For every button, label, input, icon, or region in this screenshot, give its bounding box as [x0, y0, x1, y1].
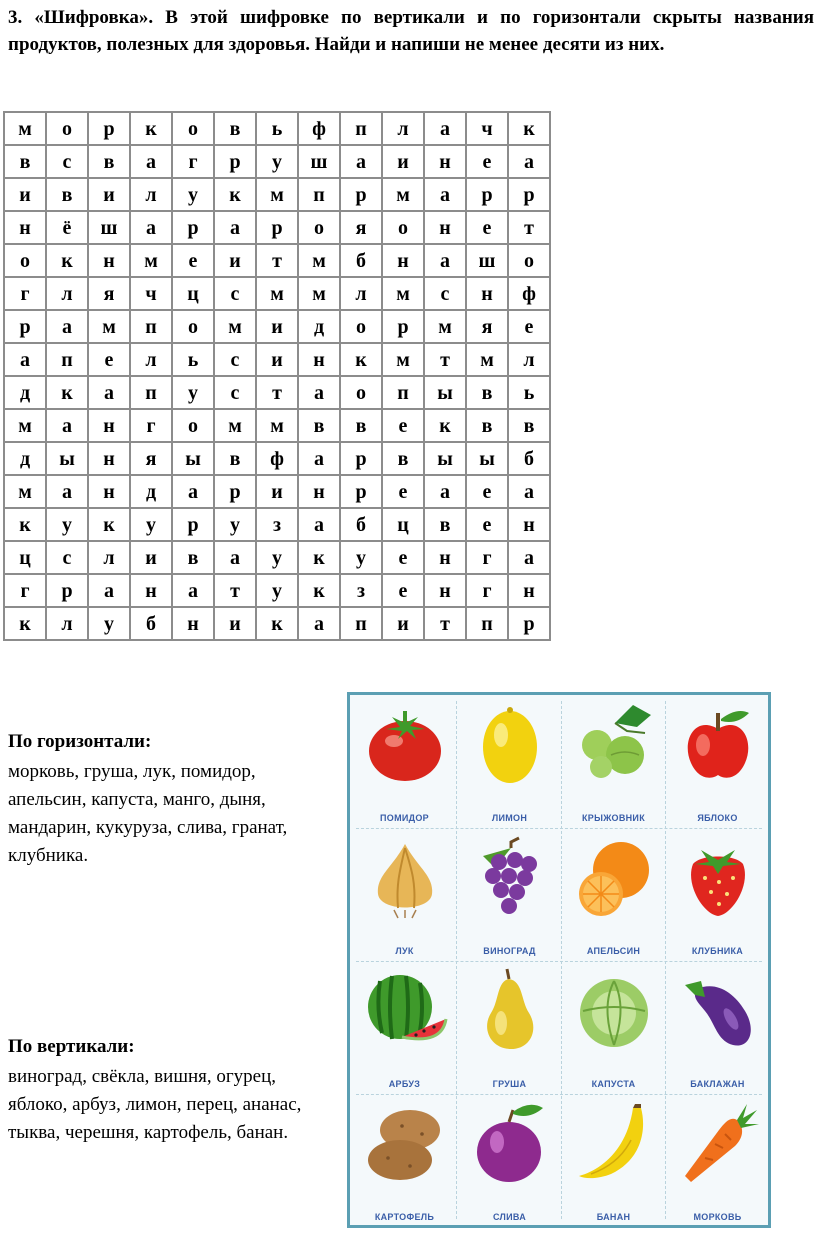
- banana-icon: [571, 1100, 657, 1186]
- grid-cell: о: [508, 244, 550, 277]
- grid-cell: ф: [298, 112, 340, 145]
- card-label: КРЫЖОВНИК: [582, 813, 645, 823]
- grid-cell: б: [508, 442, 550, 475]
- grid-cell: т: [256, 244, 298, 277]
- grid-cell: д: [298, 310, 340, 343]
- grid-cell: м: [214, 310, 256, 343]
- grid-cell: е: [508, 310, 550, 343]
- grid-cell: у: [340, 541, 382, 574]
- grid-cell: в: [88, 145, 130, 178]
- grid-row: [4, 607, 550, 640]
- grid-cell: и: [256, 343, 298, 376]
- pear-icon: [467, 967, 553, 1053]
- card-tomato: [355, 697, 454, 828]
- grid-cell: и: [256, 310, 298, 343]
- grid-cell: ь: [256, 112, 298, 145]
- grid-cell: з: [256, 508, 298, 541]
- grid-cell: л: [130, 343, 172, 376]
- grid-cell: в: [466, 376, 508, 409]
- grid-cell: п: [130, 376, 172, 409]
- grid-cell: д: [4, 376, 46, 409]
- grid-cell: ц: [382, 508, 424, 541]
- card-gooseberry: [564, 697, 663, 828]
- grid-cell: ь: [172, 343, 214, 376]
- grid-row: [4, 574, 550, 607]
- grid-cell: м: [88, 310, 130, 343]
- grid-cell: к: [256, 607, 298, 640]
- grid-cell: и: [382, 607, 424, 640]
- grid-cell: п: [130, 310, 172, 343]
- grid-cell: у: [256, 145, 298, 178]
- grid-cell: м: [256, 409, 298, 442]
- grid-cell: в: [4, 145, 46, 178]
- grid-cell: п: [340, 112, 382, 145]
- word-search-grid: [3, 111, 551, 641]
- grid-cell: а: [214, 541, 256, 574]
- grid-cell: а: [508, 541, 550, 574]
- grid-cell: в: [172, 541, 214, 574]
- grid-cell: б: [130, 607, 172, 640]
- card-orange: [564, 830, 663, 961]
- card-label: ПОМИДОР: [380, 813, 429, 823]
- card-label: ЛИМОН: [491, 813, 528, 823]
- grid-row: [4, 376, 550, 409]
- card-watermelon: [355, 963, 454, 1094]
- grid-cell: р: [508, 178, 550, 211]
- grid-cell: а: [46, 475, 88, 508]
- grid-cell: я: [340, 211, 382, 244]
- grid-cell: ь: [508, 376, 550, 409]
- grid-cell: н: [424, 541, 466, 574]
- grid-cell: ф: [508, 277, 550, 310]
- apple-icon: [675, 701, 761, 787]
- grid-cell: о: [172, 409, 214, 442]
- card-label: МОРКОВЬ: [693, 1212, 742, 1222]
- grid-row: [4, 343, 550, 376]
- grid-cell: в: [340, 409, 382, 442]
- grid-cell: м: [382, 178, 424, 211]
- grid-cell: и: [256, 475, 298, 508]
- grid-cell: п: [466, 607, 508, 640]
- grid-cell: м: [4, 475, 46, 508]
- grid-cell: а: [130, 145, 172, 178]
- gooseberry-icon: [571, 701, 657, 787]
- grid-cell: с: [214, 343, 256, 376]
- grid-row: [4, 244, 550, 277]
- grid-cell: п: [382, 376, 424, 409]
- grapes-icon: [467, 834, 553, 920]
- grid-cell: ы: [46, 442, 88, 475]
- grid-cell: к: [46, 376, 88, 409]
- strawberry-icon: [675, 834, 761, 920]
- horizontal-answers: морковь, груша, лук, помидор, апельсин, капуста, манго, дыня, мандарин, кукуруза, слива, гранат, клубника.: [8, 761, 288, 866]
- grid-cell: а: [298, 442, 340, 475]
- grid-cell: т: [424, 607, 466, 640]
- grid-cell: о: [4, 244, 46, 277]
- grid-cell: я: [466, 310, 508, 343]
- grid-cell: ч: [130, 277, 172, 310]
- grid-cell: е: [88, 343, 130, 376]
- grid-cell: м: [382, 343, 424, 376]
- card-potato: [355, 1096, 454, 1227]
- grid-row: [4, 310, 550, 343]
- grid-cell: р: [172, 211, 214, 244]
- grid-cell: и: [214, 244, 256, 277]
- grid-cell: г: [4, 277, 46, 310]
- vertical-answers: виноград, свёкла, вишня, огурец, яблоко, арбуз, лимон, перец, ананас, тыква, черешня, картофель, банан.: [8, 1066, 302, 1143]
- grid-cell: м: [298, 244, 340, 277]
- grid-row: [4, 211, 550, 244]
- card-label: АПЕЛЬСИН: [586, 946, 641, 956]
- vertical-title: По вертикали:: [8, 1036, 135, 1057]
- grid-cell: н: [424, 211, 466, 244]
- watermelon-icon: [362, 967, 448, 1053]
- grid-cell: р: [214, 475, 256, 508]
- grid-cell: а: [298, 376, 340, 409]
- grid-cell: е: [466, 145, 508, 178]
- grid-cell: п: [298, 178, 340, 211]
- grid-cell: а: [424, 112, 466, 145]
- grid-cell: р: [466, 178, 508, 211]
- grid-cell: н: [4, 211, 46, 244]
- grid-cell: в: [298, 409, 340, 442]
- grid-cell: н: [424, 145, 466, 178]
- grid-cell: г: [130, 409, 172, 442]
- grid-cell: н: [298, 343, 340, 376]
- grid-cell: м: [214, 409, 256, 442]
- grid-cell: н: [424, 574, 466, 607]
- grid-cell: м: [256, 277, 298, 310]
- grid-cell: к: [130, 112, 172, 145]
- grid-cell: р: [4, 310, 46, 343]
- grid-cell: ш: [298, 145, 340, 178]
- grid-cell: ф: [256, 442, 298, 475]
- grid-cell: и: [214, 607, 256, 640]
- grid-cell: б: [340, 244, 382, 277]
- grid-cell: о: [298, 211, 340, 244]
- grid-cell: р: [214, 145, 256, 178]
- onion-icon: [362, 834, 448, 920]
- tomato-icon: [362, 701, 448, 787]
- grid-row: [4, 442, 550, 475]
- card-lemon: [460, 697, 559, 828]
- grid-cell: а: [172, 475, 214, 508]
- grid-cell: м: [130, 244, 172, 277]
- grid-cell: г: [172, 145, 214, 178]
- grid-cell: а: [4, 343, 46, 376]
- grid-cell: с: [214, 277, 256, 310]
- card-label: ВИНОГРАД: [483, 946, 536, 956]
- lemon-icon: [467, 701, 553, 787]
- grid-cell: л: [340, 277, 382, 310]
- grid-cell: у: [214, 508, 256, 541]
- grid-cell: с: [214, 376, 256, 409]
- grid-cell: м: [256, 178, 298, 211]
- grid-cell: н: [382, 244, 424, 277]
- grid-cell: а: [88, 574, 130, 607]
- grid-cell: в: [424, 508, 466, 541]
- grid-cell: г: [466, 541, 508, 574]
- grid-cell: н: [88, 442, 130, 475]
- grid-cell: с: [46, 145, 88, 178]
- grid-cell: я: [130, 442, 172, 475]
- grid-cell: к: [508, 112, 550, 145]
- card-grapes: [460, 830, 559, 961]
- grid-cell: а: [130, 211, 172, 244]
- grid-cell: к: [4, 607, 46, 640]
- grid-cell: к: [214, 178, 256, 211]
- grid-row: [4, 112, 550, 145]
- grid-cell: о: [46, 112, 88, 145]
- task-title: 3. «Шифровка». В этой шифровке по вертикали и по горизонтали скрыты названия продуктов, полезных для здоровья. Найди и напиши не менее десяти из них.: [8, 7, 814, 55]
- card-onion: [355, 830, 454, 961]
- grid-cell: п: [46, 343, 88, 376]
- card-plum: [460, 1096, 559, 1227]
- grid-cell: о: [382, 211, 424, 244]
- grid-cell: н: [130, 574, 172, 607]
- grid-row: [4, 277, 550, 310]
- grid-cell: г: [4, 574, 46, 607]
- grid-cell: р: [382, 310, 424, 343]
- grid-cell: в: [214, 112, 256, 145]
- grid-cell: в: [382, 442, 424, 475]
- grid-cell: е: [466, 475, 508, 508]
- card-banana: [564, 1096, 663, 1227]
- grid-cell: в: [46, 178, 88, 211]
- card-pear: [460, 963, 559, 1094]
- grid-cell: е: [382, 574, 424, 607]
- grid-cell: л: [88, 541, 130, 574]
- grid-cell: т: [508, 211, 550, 244]
- grid-cell: р: [172, 508, 214, 541]
- grid-row: [4, 541, 550, 574]
- grid-cell: е: [382, 475, 424, 508]
- grid-cell: н: [88, 409, 130, 442]
- grid-cell: б: [340, 508, 382, 541]
- grid-cell: р: [256, 211, 298, 244]
- grid-cell: а: [424, 244, 466, 277]
- grid-cell: а: [46, 409, 88, 442]
- grid-cell: ы: [172, 442, 214, 475]
- grid-cell: р: [508, 607, 550, 640]
- fruit-vegetable-poster: [347, 692, 771, 1228]
- grid-cell: в: [214, 442, 256, 475]
- grid-cell: о: [340, 376, 382, 409]
- grid-cell: в: [508, 409, 550, 442]
- grid-cell: а: [46, 310, 88, 343]
- grid-cell: у: [256, 541, 298, 574]
- grid-cell: м: [4, 112, 46, 145]
- horizontal-title: По горизонтали:: [8, 731, 152, 752]
- grid-cell: е: [382, 541, 424, 574]
- grid-cell: к: [340, 343, 382, 376]
- grid-cell: ш: [466, 244, 508, 277]
- grid-cell: и: [130, 541, 172, 574]
- grid-cell: ы: [466, 442, 508, 475]
- card-label: ЛУК: [395, 946, 414, 956]
- grid-cell: р: [340, 475, 382, 508]
- grid-cell: а: [172, 574, 214, 607]
- cabbage-icon: [571, 967, 657, 1053]
- grid-cell: с: [46, 541, 88, 574]
- grid-cell: в: [466, 409, 508, 442]
- grid-cell: м: [382, 277, 424, 310]
- grid-cell: е: [466, 508, 508, 541]
- orange-icon: [571, 834, 657, 920]
- grid-row: [4, 508, 550, 541]
- grid-cell: е: [172, 244, 214, 277]
- grid-cell: у: [256, 574, 298, 607]
- grid-cell: а: [508, 145, 550, 178]
- grid-cell: ч: [466, 112, 508, 145]
- grid-cell: г: [466, 574, 508, 607]
- grid-cell: н: [298, 475, 340, 508]
- grid-cell: л: [508, 343, 550, 376]
- grid-cell: н: [508, 574, 550, 607]
- grid-cell: ы: [424, 442, 466, 475]
- grid-cell: л: [130, 178, 172, 211]
- card-label: ЯБЛОКО: [697, 813, 738, 823]
- grid-cell: ц: [172, 277, 214, 310]
- eggplant-icon: [675, 967, 761, 1053]
- grid-cell: л: [46, 277, 88, 310]
- grid-cell: у: [46, 508, 88, 541]
- grid-cell: р: [340, 178, 382, 211]
- card-carrot: [668, 1096, 767, 1227]
- card-strawberry: [668, 830, 767, 961]
- grid-cell: я: [88, 277, 130, 310]
- card-label: СЛИВА: [492, 1212, 527, 1222]
- grid-cell: а: [298, 607, 340, 640]
- grid-cell: к: [46, 244, 88, 277]
- grid-cell: а: [424, 475, 466, 508]
- grid-cell: р: [88, 112, 130, 145]
- grid-cell: р: [340, 442, 382, 475]
- grid-cell: а: [340, 145, 382, 178]
- grid-cell: с: [424, 277, 466, 310]
- card-eggplant: [668, 963, 767, 1094]
- card-label: БАНАН: [596, 1212, 631, 1222]
- grid-cell: ш: [88, 211, 130, 244]
- grid-cell: д: [130, 475, 172, 508]
- grid-cell: а: [298, 508, 340, 541]
- grid-cell: л: [382, 112, 424, 145]
- grid-cell: н: [466, 277, 508, 310]
- grid-cell: у: [130, 508, 172, 541]
- grid-cell: м: [466, 343, 508, 376]
- card-label: КЛУБНИКА: [691, 946, 744, 956]
- grid-cell: м: [424, 310, 466, 343]
- grid-cell: н: [508, 508, 550, 541]
- grid-cell: у: [88, 607, 130, 640]
- grid-cell: е: [466, 211, 508, 244]
- card-apple: [668, 697, 767, 828]
- grid-cell: д: [4, 442, 46, 475]
- grid-cell: т: [214, 574, 256, 607]
- grid-cell: ы: [424, 376, 466, 409]
- grid-cell: о: [172, 112, 214, 145]
- plum-icon: [467, 1100, 553, 1186]
- card-label: ГРУША: [492, 1079, 527, 1089]
- grid-cell: н: [88, 244, 130, 277]
- potato-icon: [362, 1100, 448, 1186]
- grid-cell: п: [340, 607, 382, 640]
- grid-cell: к: [298, 574, 340, 607]
- grid-cell: м: [298, 277, 340, 310]
- grid-cell: к: [88, 508, 130, 541]
- grid-cell: и: [4, 178, 46, 211]
- grid-cell: е: [382, 409, 424, 442]
- grid-cell: у: [172, 178, 214, 211]
- grid-cell: з: [340, 574, 382, 607]
- grid-cell: к: [4, 508, 46, 541]
- grid-cell: ц: [4, 541, 46, 574]
- grid-row: [4, 475, 550, 508]
- grid-cell: а: [214, 211, 256, 244]
- carrot-icon: [675, 1100, 761, 1186]
- grid-cell: т: [424, 343, 466, 376]
- grid-cell: м: [4, 409, 46, 442]
- grid-cell: т: [256, 376, 298, 409]
- grid-cell: а: [508, 475, 550, 508]
- card-label: АРБУЗ: [388, 1079, 421, 1089]
- card-label: КАПУСТА: [591, 1079, 636, 1089]
- card-label: БАКЛАЖАН: [690, 1079, 745, 1089]
- grid-row: [4, 409, 550, 442]
- grid-cell: и: [382, 145, 424, 178]
- grid-row: [4, 178, 550, 211]
- grid-cell: р: [46, 574, 88, 607]
- grid-cell: о: [172, 310, 214, 343]
- grid-cell: а: [88, 376, 130, 409]
- grid-cell: к: [298, 541, 340, 574]
- grid-cell: и: [88, 178, 130, 211]
- grid-cell: а: [424, 178, 466, 211]
- grid-cell: о: [340, 310, 382, 343]
- card-cabbage: [564, 963, 663, 1094]
- grid-cell: л: [46, 607, 88, 640]
- grid-cell: н: [172, 607, 214, 640]
- grid-cell: к: [424, 409, 466, 442]
- grid-cell: у: [172, 376, 214, 409]
- grid-cell: ё: [46, 211, 88, 244]
- card-label: КАРТОФЕЛЬ: [374, 1212, 435, 1222]
- grid-cell: н: [88, 475, 130, 508]
- grid-row: [4, 145, 550, 178]
